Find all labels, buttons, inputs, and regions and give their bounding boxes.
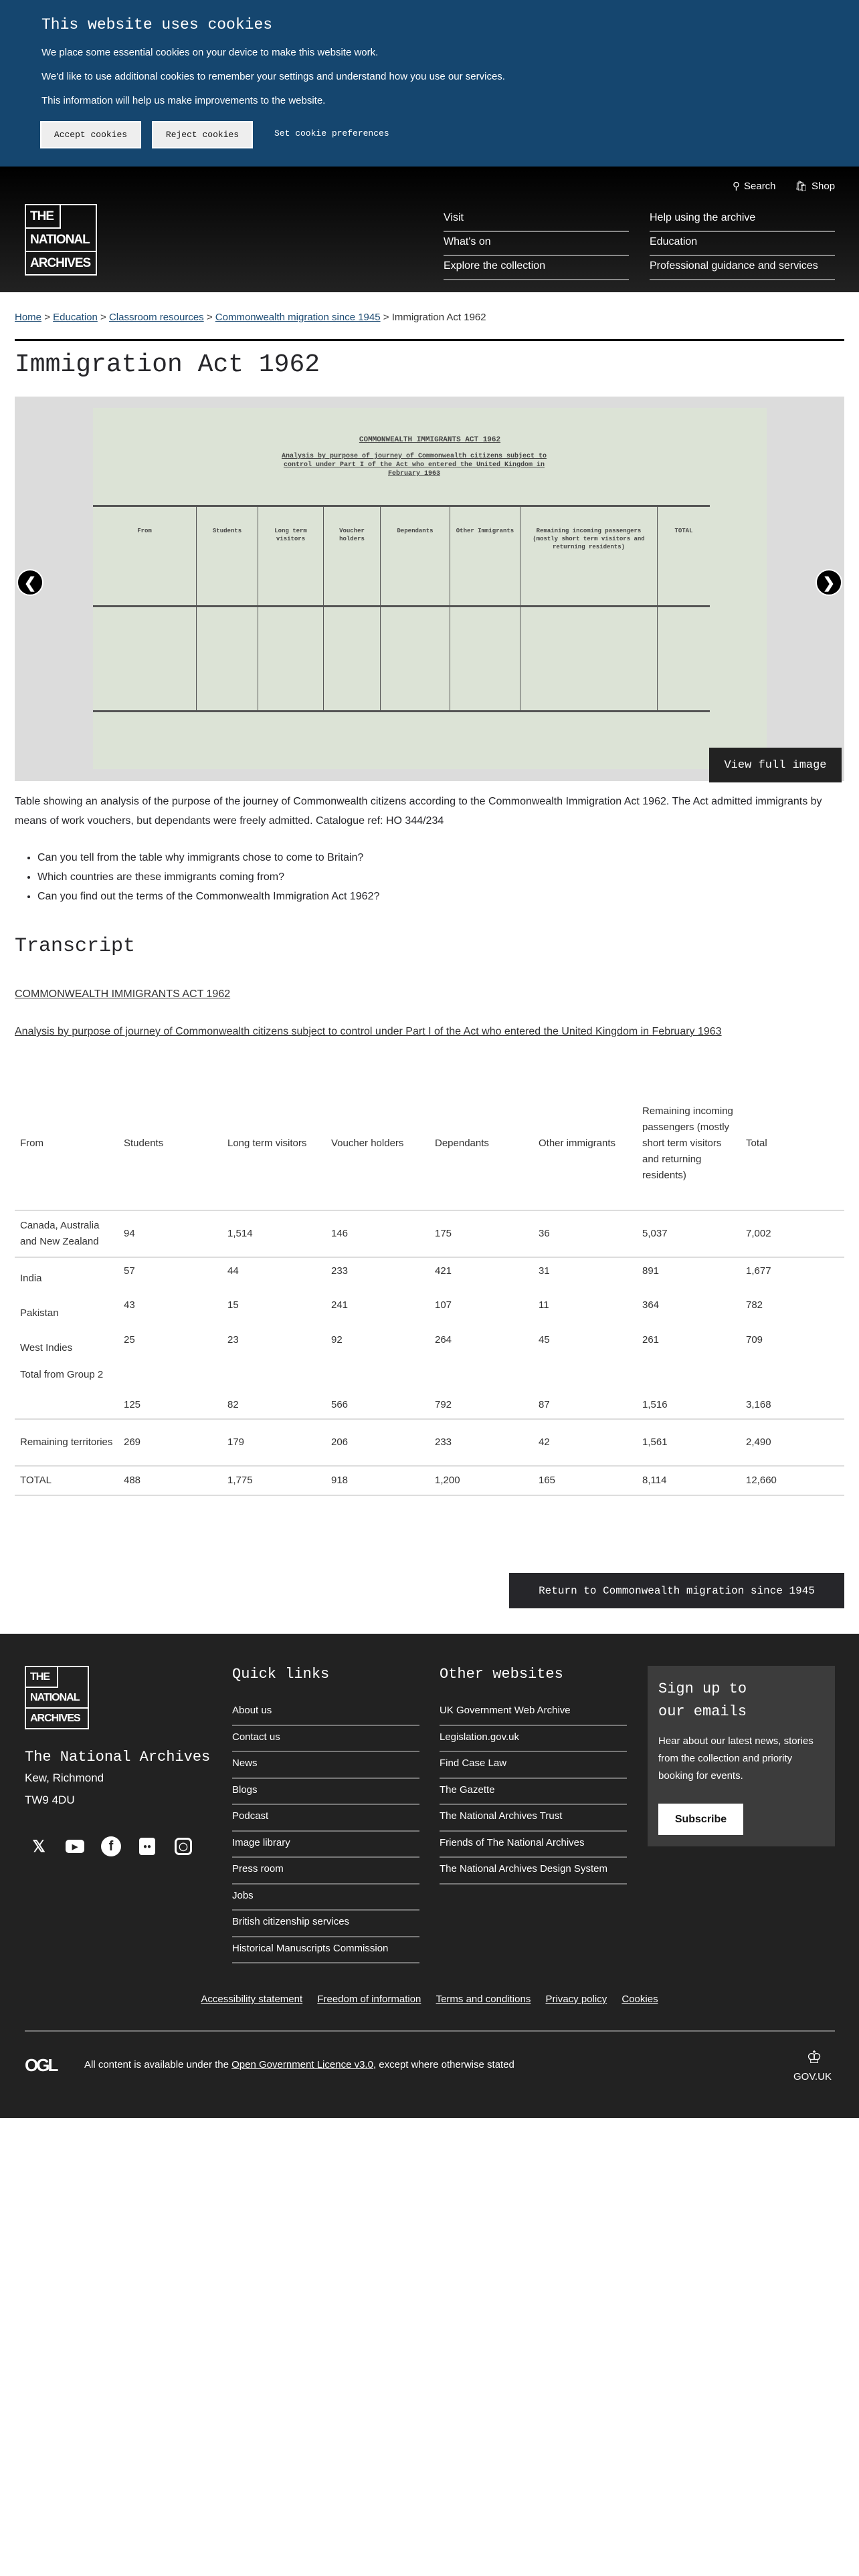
column-header: Voucher holders (326, 1077, 430, 1210)
cookies-link[interactable]: Cookies (622, 1994, 658, 2005)
nav-education[interactable]: Education (650, 232, 835, 256)
transcript-title: COMMONWEALTH IMMIGRANTS ACT 1962 (15, 988, 231, 1000)
table-cell: 44 (227, 1265, 239, 1277)
table-cell: 92 (331, 1334, 343, 1346)
transcript-subtitle: Analysis by purpose of journey of Commonwealth citizens subject to control under Part I of the Act who entered the United Kingdom in February 1963 (15, 1026, 722, 1037)
table-cell: 8,114 (637, 1466, 741, 1495)
table-cell: 488 (118, 1466, 222, 1495)
row-label: Canada, Australia and New Zealand (15, 1210, 118, 1257)
table-cell: 3,168 (741, 1362, 844, 1419)
logo-text: ARCHIVES (30, 256, 91, 270)
table-row (15, 1257, 844, 1292)
quick-links-heading: Quick links (232, 1666, 330, 1683)
table-cell: 1,677 (746, 1265, 771, 1277)
table-row (15, 1362, 844, 1419)
table-cell: 206 (326, 1419, 430, 1466)
site-header (0, 167, 859, 292)
nav-whats-on[interactable]: What's on (444, 232, 629, 256)
breadcrumb-commonwealth-migration[interactable]: Commonwealth migration since 1945 (215, 312, 381, 323)
search-icon: ⚲ (733, 181, 740, 192)
footer-link[interactable]: The Gazette (440, 1779, 627, 1806)
govuk-link[interactable]: GOV.UK (793, 2071, 832, 2082)
quick-links-list (232, 1699, 419, 1963)
divider (15, 339, 844, 341)
table-cell: 45 (539, 1334, 550, 1346)
footer-link[interactable]: Find Case Law (440, 1752, 627, 1779)
table-cell: 269 (118, 1419, 222, 1466)
table-row (15, 1292, 844, 1327)
row-label: Total from Group 2 (15, 1362, 118, 1419)
row-label: TOTAL (15, 1466, 118, 1495)
terms-link[interactable]: Terms and conditions (436, 1994, 531, 2005)
doc-column-header: Voucher holders (339, 528, 365, 542)
table-row (15, 1210, 844, 1257)
table-cell: 709 (746, 1334, 763, 1346)
transcript-heading: Transcript (15, 935, 136, 958)
logo-text: NATIONAL (26, 1688, 88, 1709)
logo-text: THE (26, 1667, 58, 1688)
doc-column-header: Students (212, 528, 242, 534)
facebook-icon[interactable]: f (100, 1836, 122, 1857)
column-header: Dependants (430, 1077, 533, 1210)
email-signup (648, 1666, 835, 1846)
view-full-image-button[interactable]: View full image (709, 748, 842, 782)
footer-link[interactable]: UK Government Web Archive (440, 1699, 627, 1726)
footer-link[interactable]: Historical Manuscripts Commission (232, 1937, 419, 1964)
table-cell: 107 (435, 1299, 452, 1311)
table-cell: 57 (124, 1265, 135, 1277)
cookie-text: We'd like to use additional cookies to remember your settings and understand how you use our services. (41, 71, 505, 82)
table-cell: 15 (227, 1299, 239, 1311)
footer-link[interactable]: The National Archives Design System (440, 1858, 627, 1885)
doc-subtitle: Analysis by purpose of journey of Commonwealth citizens subject to control under Part I of the Act who entered the United Kingdom in February 1963 (281, 453, 547, 477)
table-row (15, 1419, 844, 1466)
page-title: Immigration Act 1962 (15, 350, 320, 379)
doc-column-header: From (137, 528, 152, 534)
table-cell: 1,775 (222, 1466, 326, 1495)
logo-text: NATIONAL (26, 229, 96, 252)
table-cell: 891 (642, 1265, 660, 1277)
breadcrumb-current: Immigration Act 1962 (391, 312, 486, 323)
nav-professional[interactable]: Professional guidance and services (650, 256, 835, 280)
other-websites-list (440, 1699, 627, 1885)
licence-post: , except where otherwise stated (373, 2059, 514, 2070)
table-cell: 82 (222, 1362, 326, 1419)
cookie-banner (0, 0, 859, 167)
row-label: West Indies (20, 1342, 73, 1354)
table-cell: 261 (642, 1334, 660, 1346)
search-link[interactable] (733, 180, 776, 192)
ogl-logo: OGL (25, 2055, 57, 2075)
image-gallery (15, 397, 844, 781)
footer-logo[interactable] (25, 1666, 89, 1729)
table-row (15, 1327, 844, 1362)
youtube-icon[interactable]: ▶ (64, 1836, 86, 1857)
column-header: Students (118, 1077, 222, 1210)
nav-column (650, 208, 835, 280)
divider (25, 2030, 835, 2032)
next-image-button[interactable]: ❯ (816, 569, 842, 596)
cookie-title: This website uses cookies (41, 16, 273, 33)
signup-text: Hear about our latest news, stories from the collection and priority booking for events. (658, 1735, 814, 1782)
footer-link[interactable]: Friends of The National Archives (440, 1832, 627, 1858)
column-header: From (15, 1077, 118, 1210)
breadcrumb-separator: > (100, 312, 106, 323)
breadcrumb-education[interactable]: Education (53, 312, 98, 323)
org-name: The National Archives (25, 1749, 211, 1765)
table-cell: 1,561 (637, 1419, 741, 1466)
row-label: Pakistan (20, 1307, 59, 1319)
table-cell: 782 (746, 1299, 763, 1311)
doc-table (93, 505, 710, 712)
reject-cookies-button[interactable]: Reject cookies (153, 122, 252, 147)
footer-link[interactable]: Jobs (232, 1885, 419, 1911)
doc-title: COMMONWEALTH IMMIGRANTS ACT 1962 (359, 436, 501, 444)
table-cell: 11 (539, 1299, 549, 1311)
nav-visit[interactable]: Visit (444, 208, 629, 232)
ogl-link[interactable]: Open Government Licence v3.0 (231, 2059, 373, 2070)
table-cell: 918 (326, 1466, 430, 1495)
breadcrumb-home[interactable]: Home (15, 312, 42, 323)
cookie-text: This information will help us make improvements to the website. (41, 95, 326, 106)
table-cell: 43 (124, 1299, 135, 1311)
footer-link[interactable]: Image library (232, 1832, 419, 1858)
table-cell: 566 (326, 1362, 430, 1419)
signup-title: Sign up to our emails (658, 1681, 747, 1720)
logo-text: THE (26, 205, 61, 229)
breadcrumb-separator: > (44, 312, 50, 323)
table-cell: 1,200 (430, 1466, 533, 1495)
table-row (15, 1466, 844, 1495)
cookie-text: We place some essential cookies on your device to make this website work. (41, 47, 379, 58)
footer-link[interactable]: About us (232, 1699, 419, 1726)
breadcrumb-separator: > (206, 312, 213, 323)
doc-column-header: Long term visitors (274, 528, 307, 542)
site-footer (0, 1634, 859, 2118)
nav-column (444, 208, 629, 280)
accessibility-link[interactable]: Accessibility statement (201, 1994, 303, 2005)
crown-icon: ♔ (806, 2047, 822, 2067)
row-label: India (20, 1273, 42, 1284)
other-websites-heading: Other websites (440, 1666, 563, 1683)
address-line: TW9 4DU (25, 1794, 75, 1806)
column-header: Other immigrants (533, 1077, 637, 1210)
question: • Which countries are these immigrants coming from? (37, 867, 379, 887)
table-cell: 264 (435, 1334, 452, 1346)
table-cell: 165 (533, 1466, 637, 1495)
previous-image-button[interactable]: ❮ (17, 569, 43, 596)
table-cell: 2,490 (741, 1419, 844, 1466)
question-list (37, 848, 379, 906)
breadcrumb (15, 312, 486, 323)
table-cell: 31 (539, 1265, 550, 1277)
flickr-icon[interactable]: ●● (136, 1836, 158, 1857)
instagram-icon[interactable]: ◯ (173, 1836, 194, 1857)
table-cell: 42 (533, 1419, 637, 1466)
column-header: Long term visitors (222, 1077, 326, 1210)
table-cell: 146 (326, 1210, 430, 1257)
breadcrumb-classroom-resources[interactable]: Classroom resources (108, 312, 204, 323)
table-cell: 36 (533, 1210, 637, 1257)
table-cell: 364 (642, 1299, 660, 1311)
table-cell: 1,514 (222, 1210, 326, 1257)
table-cell: 175 (430, 1210, 533, 1257)
table-cell: 179 (222, 1419, 326, 1466)
table-cell: 241 (331, 1299, 349, 1311)
footer-link[interactable]: Podcast (232, 1805, 419, 1832)
shop-label: Shop (812, 180, 836, 192)
cookie-preferences-link[interactable]: Set cookie preferences (274, 128, 389, 138)
licence-text (84, 2059, 514, 2070)
table-cell: 233 (430, 1419, 533, 1466)
social-links (28, 1836, 194, 1857)
breadcrumb-separator: > (383, 312, 389, 323)
licence-pre: All content is available under the (84, 2059, 232, 2070)
search-label: Search (744, 180, 776, 192)
tna-logo[interactable] (25, 204, 97, 276)
table-cell: 94 (118, 1210, 222, 1257)
doc-column-header: Other Immigrants (456, 528, 514, 534)
x-icon[interactable]: 𝕏 (32, 1837, 45, 1856)
doc-column-header: TOTAL (674, 528, 693, 534)
table-cell: 12,660 (741, 1466, 844, 1495)
table-cell: 23 (227, 1334, 239, 1346)
footer-link[interactable]: British citizenship services (232, 1911, 419, 1937)
privacy-link[interactable]: Privacy policy (545, 1994, 607, 2005)
table-cell: 792 (430, 1362, 533, 1419)
shopping-bag-icon: 🛍 (795, 181, 808, 192)
foi-link[interactable]: Freedom of information (317, 1994, 421, 2005)
table-cell: 7,002 (741, 1210, 844, 1257)
shop-link[interactable] (795, 180, 835, 192)
footer-link[interactable]: Press room (232, 1858, 419, 1885)
nav-explore-collection[interactable]: Explore the collection (444, 256, 629, 280)
document-image (93, 408, 767, 769)
footer-link[interactable]: The National Archives Trust (440, 1805, 627, 1832)
footer-link[interactable]: Legislation.gov.uk (440, 1726, 627, 1753)
table-cell: 87 (533, 1362, 637, 1419)
row-label: Remaining territories (15, 1419, 118, 1466)
column-header: Total (741, 1077, 844, 1210)
doc-column-header: Dependants (397, 528, 434, 534)
table-cell: 1,516 (637, 1362, 741, 1419)
table-cell: 25 (124, 1334, 135, 1346)
footer-link[interactable]: Contact us (232, 1726, 419, 1753)
legal-links (0, 1994, 859, 2005)
transcript-table (15, 1077, 844, 1496)
subscribe-button[interactable]: Subscribe (658, 1804, 743, 1835)
table-cell: 5,037 (637, 1210, 741, 1257)
address-line: Kew, Richmond (25, 1772, 104, 1784)
question: • Can you tell from the table why immigrants chose to come to Britain? (37, 848, 379, 867)
table-cell: 421 (435, 1265, 452, 1277)
question: • Can you find out the terms of the Commonwealth Immigration Act 1962? (37, 887, 379, 906)
accept-cookies-button[interactable]: Accept cookies (41, 122, 140, 147)
image-description: Table showing an analysis of the purpose of the journey of Commonwealth citizens according to the Commonwealth Immigration Act 1962. The Act admitted immigrants by means of work vouchers, but dependants were freely admitted. Catalogue ref: HO 344/234 (15, 796, 822, 827)
table-cell: 125 (118, 1362, 222, 1419)
footer-link[interactable]: Blogs (232, 1779, 419, 1806)
column-header: Remaining incoming passengers (mostly short term visitors and returning residents) (637, 1077, 741, 1210)
return-button[interactable]: Return to Commonwealth migration since 1945 (509, 1573, 844, 1608)
nav-help[interactable]: Help using the archive (650, 208, 835, 232)
doc-column-header: Remaining incoming passengers (mostly short term visitors and returning residents) (533, 528, 645, 550)
logo-text: ARCHIVES (30, 1713, 80, 1724)
footer-link[interactable]: News (232, 1752, 419, 1779)
table-cell: 233 (331, 1265, 349, 1277)
